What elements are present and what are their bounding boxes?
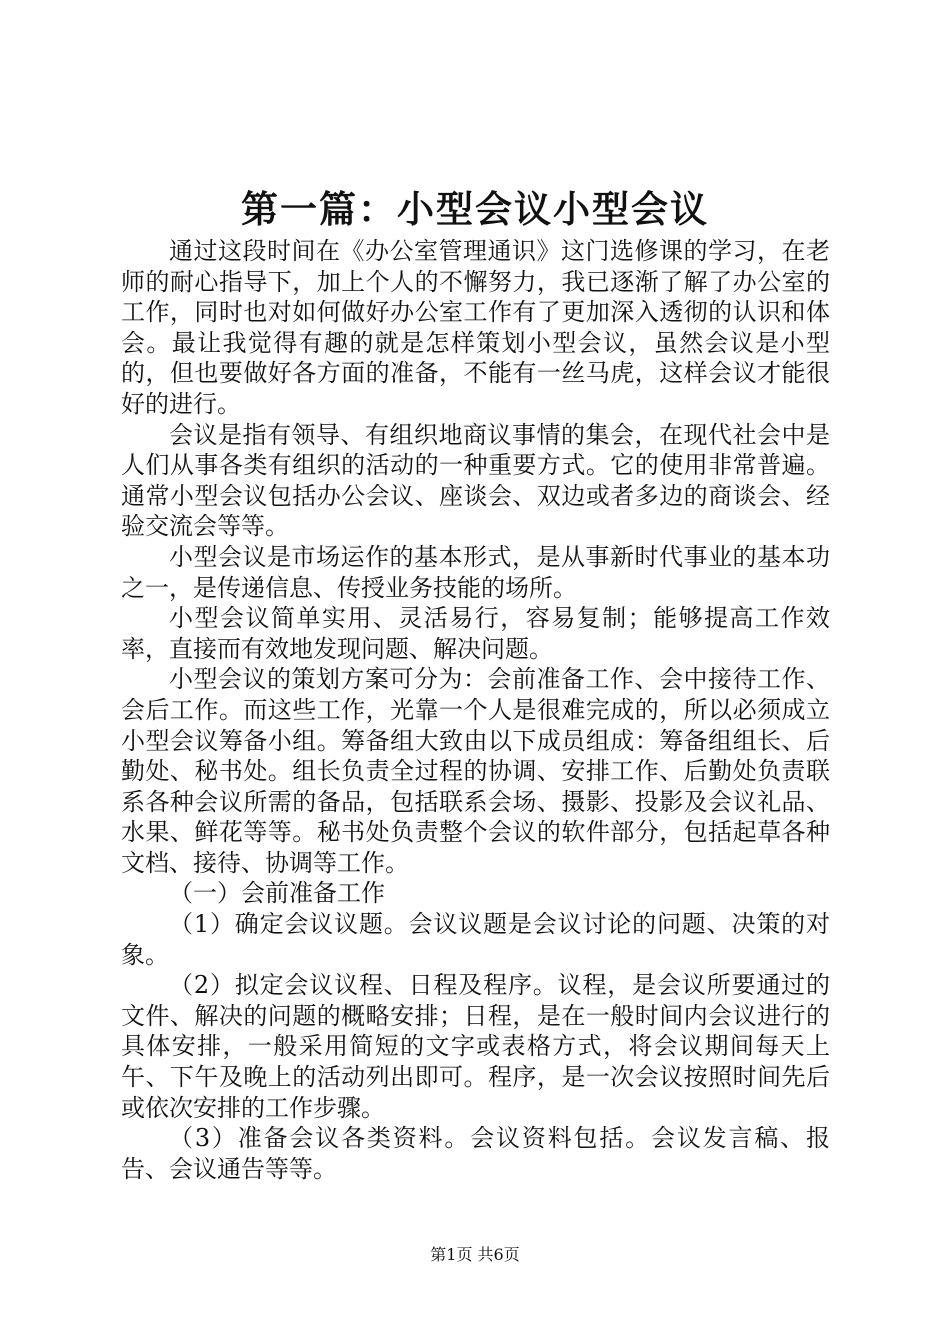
section-heading: （一）会前准备工作: [169, 879, 385, 908]
paragraph: （1）确定会议议题。会议议题是会议讨论的问题、决策的对象。: [121, 910, 830, 969]
paragraph: 小型会议的策划方案可分为：会前准备工作、会中接待工作、会后工作。而这些工作，光靠一个人是很难完成的，所以必须成立小型会议筹备小组。筹备组大致由以下成员组成：筹备组组长、后勤处、秘书处。组长负责全过程的协调、安排工作、后勤处负责联系各种会议所需的备品，包括联系会场、摄影、投影及会议礼品、水果、鲜花等等。秘书处负责整个会议的软件部分，包括起草各种文档、接待、协调等工作。: [121, 665, 830, 877]
paragraph: （2）拟定会议议程、日程及程序。议程，是会议所要通过的文件、解决的问题的概略安排；日程，是在一般时间内会议进行的具体安排，一般采用简短的文字或表格方式，将会议期间每天上午、下午及晚上的活动列出即可。程序，是一次会议按照时间先后或依次安排的工作步骤。: [121, 971, 830, 1122]
page-footer: 第1页 共6页: [430, 1245, 520, 1264]
paragraph: 会议是指有领导、有组织地商议事情的集会，在现代社会中是人们从事各类有组织的活动的一种重要方式。它的使用非常普遍。通常小型会议包括办公会议、座谈会、双边或者多边的商谈会、经验交流会等等。: [121, 420, 830, 541]
document-body: [121, 236, 830, 1184]
paragraph: （3）准备会议各类资料。会议资料包括。会议发言稿、报告、会议通告等等。: [121, 1124, 830, 1183]
paragraph: 小型会议简单实用、灵活易行，容易复制；能够提高工作效率，直接而有效地发现问题、解决问题。: [121, 604, 830, 663]
document-title: 第一篇：小型会议小型会议: [241, 187, 709, 231]
paragraph: 小型会议是市场运作的基本形式，是从事新时代事业的基本功之一，是传递信息、传授业务技能的场所。: [121, 542, 830, 602]
paragraph: 通过这段时间在《办公室管理通识》这门选修课的学习，在老师的耐心指导下，加上个人的不懈努力，我已逐渐了解了办公室的工作，同时也对如何做好办公室工作有了更加深入透彻的认识和体会。最让我觉得有趣的就是怎样策划小型会议，虽然会议是小型的，但也要做好各方面的准备，不能有一丝马虎，这样会议才能很好的进行。: [121, 237, 830, 418]
